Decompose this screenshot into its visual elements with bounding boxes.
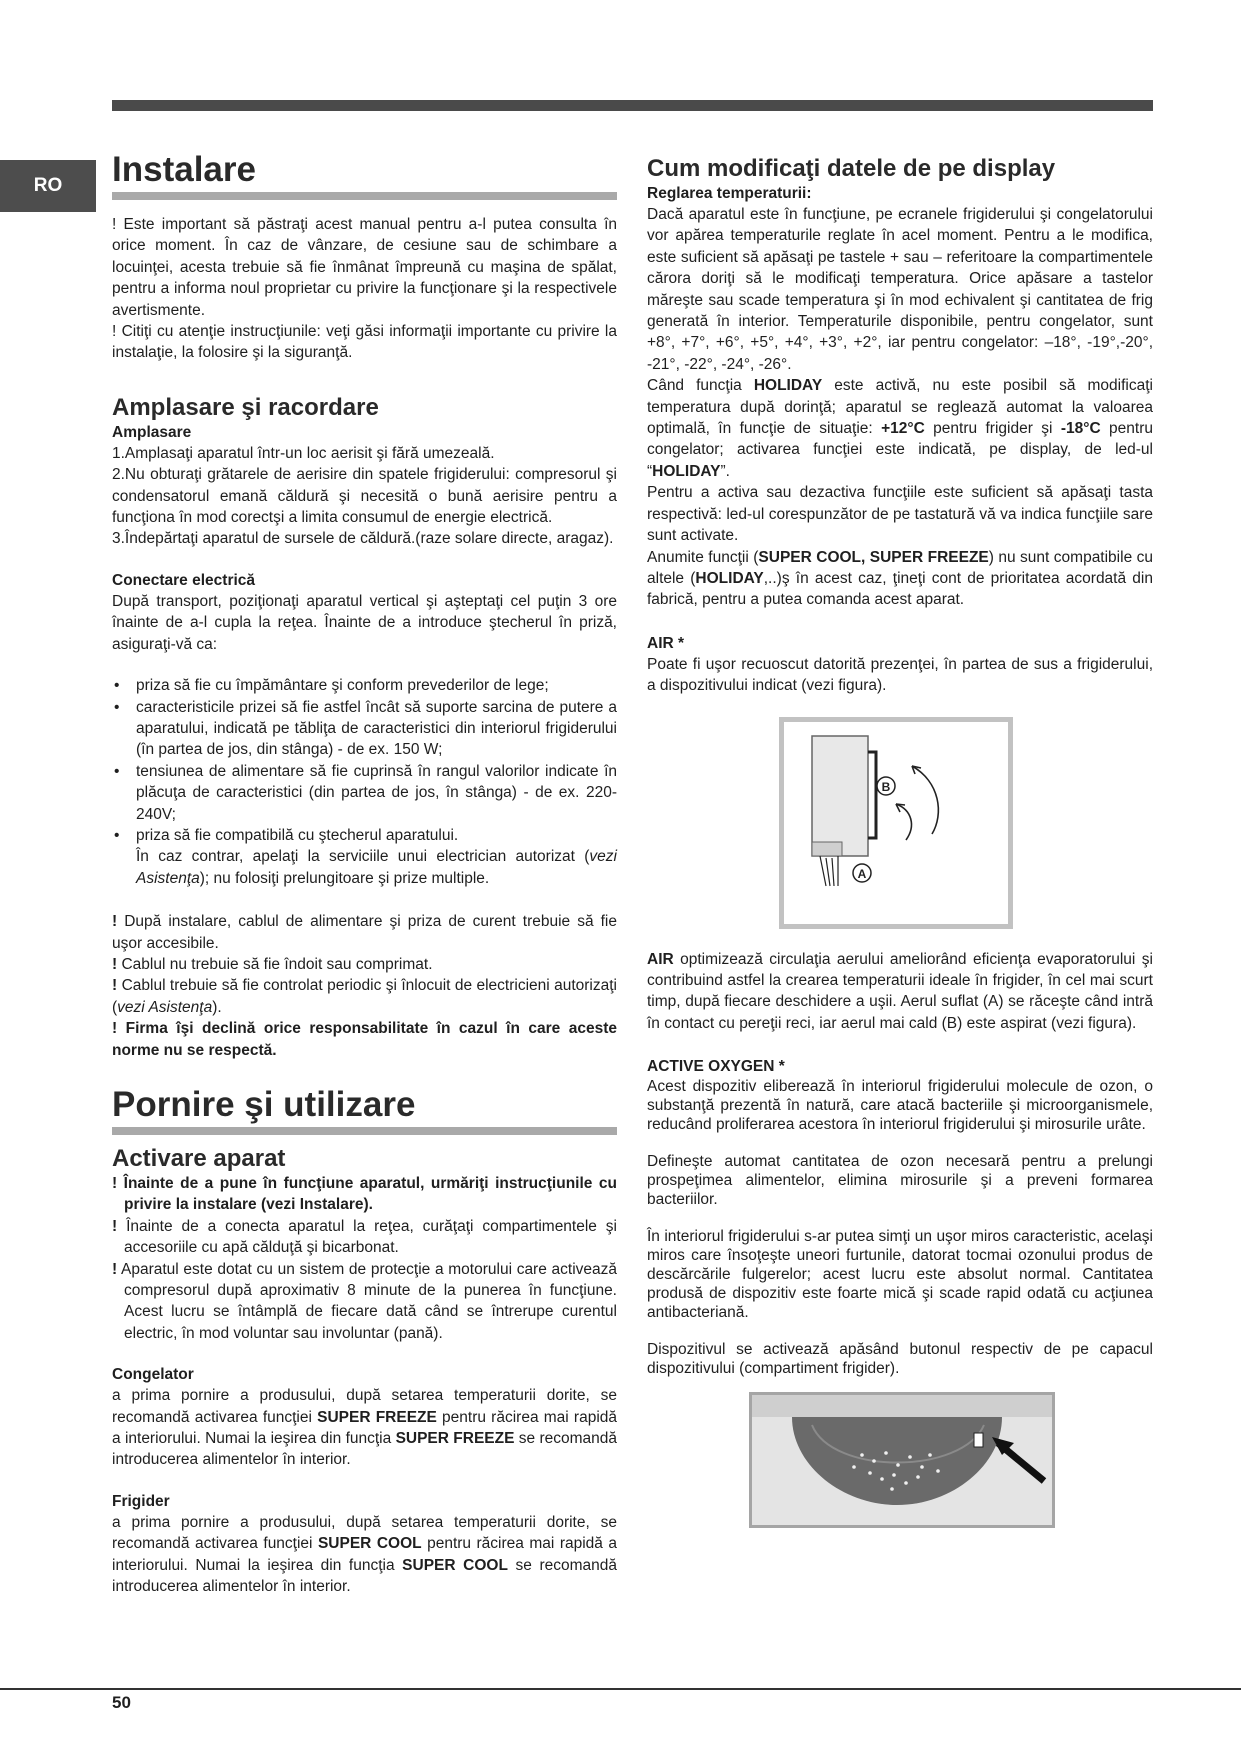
list-item-text: ); nu folosiţi prelungitoare şi prize multiple. xyxy=(199,869,490,887)
subheading-amplasare: Amplasare xyxy=(112,423,192,441)
list-item-text: • priza să fie compatibilă cu ştecherul aparatului. xyxy=(136,826,459,844)
oxygen-paragraph-4: Dispozitivul se activează apăsând butonul respectiv de pe capacul dispozitivului (compartiment frigider). xyxy=(647,1341,1153,1378)
text: pentru congelator; activarea funcţiei este indicată, pe display, de led-ul “ xyxy=(647,420,1153,480)
text: Anumite funcţii ( xyxy=(647,548,759,566)
amplasare-step-3: 3.Îndepărtaţi aparatul de sursele de căldură.(raze solare directe, aragaz). xyxy=(112,530,614,548)
subheading-frigider: Frigider xyxy=(112,1492,170,1510)
oxygen-device-illustration xyxy=(752,1395,1052,1525)
text: a prima pornire a produsului, după setarea temperaturii dorite, se recomandă activarea funcţiei xyxy=(112,1513,617,1553)
right-column xyxy=(647,155,1153,1528)
list-item: • caracteristicile prizei să fie astfel încât să suporte sarcina de putere a aparatului, indicată pe tăbliţa de caracteristici din interiorul frigiderului (în partea de jos, din stânga) - de ex. 150 W; xyxy=(112,697,617,761)
warning-text: Cablul trebuie să fie controlat periodic şi înlocuit de electricieni autorizaţi ( xyxy=(112,977,617,1016)
note-text: Înainte de a pune în funcţiune aparatul, urmăriţi instrucţiunile cu privire la instalare (vezi Instalare). xyxy=(123,1175,617,1214)
text: pentru răcirea mai rapidă a interiorului. Numai la ieşirea din funcţia xyxy=(112,1535,618,1574)
display-paragraph-2 xyxy=(647,375,1153,482)
reference-link-asistenta: vezi Asistenţa xyxy=(136,848,617,887)
warning-text: ). xyxy=(212,998,222,1016)
subheading-air: AIR * xyxy=(647,634,685,652)
warning-2: ! Cablul nu trebuie să fie îndoit sau comprimat. xyxy=(112,955,433,973)
subheading-conectare: Conectare electrică xyxy=(112,571,256,589)
figure-label-b: B xyxy=(881,779,891,794)
activare-note-3: ! Aparatul este dotat cu un sistem de protecţie a motorului care activează compresorul după aproximativ 8 minute de la punerea în funcţiune. Acest lucru se întâmplă de fiecare dată când se întrerupe curentul electric, în mod voluntar sau involuntar (pană). xyxy=(112,1260,617,1342)
section-title-instalare: Instalare xyxy=(112,150,617,200)
text: Când funcţia xyxy=(647,377,754,395)
conectare-list xyxy=(112,675,617,889)
text: pentru răcirea mai rapidă a interiorului. Numai la ieşirea din funcţia xyxy=(112,1408,617,1448)
oxygen-paragraph-2: Defineşte automat cantitatea de ozon necesară pentru a prelungi prospeţimea alimentelor, elimina mirosurile şi a preveni formarea bacteriilor. xyxy=(647,1153,1153,1209)
air-figure xyxy=(779,717,1013,929)
temperature-value: -18°C xyxy=(1060,420,1101,438)
function-name: HOLIDAY xyxy=(695,569,764,587)
figure-label-a: A xyxy=(857,866,867,881)
section-title-pornire: Pornire şi utilizare xyxy=(112,1085,617,1135)
function-name: HOLIDAY xyxy=(652,462,721,480)
function-name: SUPER COOL xyxy=(402,1556,508,1574)
temperature-value: +12°C xyxy=(881,420,925,438)
page-number: 50 xyxy=(112,1693,131,1712)
amplasare-step-1: 1.Amplasaţi aparatul într-un loc aerisit şi fără umezeală. xyxy=(112,444,495,462)
note-text: Aparatul este dotat cu un sistem de protecţie a motorului care activează compresorul după aproximativ 8 minute de la punerea în funcţiune. Acest lucru se întâmplă de fiecare dată când se întrerupe curentul electric, în mod voluntar sau involuntar (pană). xyxy=(121,1260,617,1342)
heading-amplasare-racordare: Amplasare şi racordare xyxy=(112,393,379,421)
display-paragraph-1: Dacă aparatul este în funcţiune, pe ecranele frigiderului şi congelatorului vor apărea temperaturile reglate în acel moment. Pentru a le modifica, este suficient să apăsaţi pe tastele + sau – referitoare la compartimentele cărora doriţi să le modificaţi temperatura. Orice apăsare a tastelor măreşte sau scade temperatura şi în mod echivalent şi cantitatea de frig generată în interior. Temperaturile disponibile, pentru congelator, sunt +8°, +7°, +6°, +5°, +4°, +3°, +2°, iar pentru congelator: –18°, -19°,-20°, -21°, -22°, -24°, -26°. xyxy=(647,206,1153,373)
air-paragraph-2 xyxy=(647,949,1153,1035)
reference-link-asistenta: vezi Asistenţa xyxy=(117,998,213,1016)
subheading-active-oxygen: ACTIVE OXYGEN * xyxy=(647,1058,785,1076)
conectare-intro: După transport, poziţionaţi aparatul vertical şi aşteptaţi cel puţin 3 ore înainte de a-l cupla la reţea. Înainte de a introduce ştecherul în priză, asiguraţi-vă ca: xyxy=(112,592,617,653)
active-oxygen-figure xyxy=(749,1392,1055,1528)
warning-text: ! Firma îşi declină orice responsabilitate în cazul în care aceste norme nu se respectă. xyxy=(112,1020,617,1059)
language-tab: RO xyxy=(0,160,96,212)
function-name: SUPER FREEZE xyxy=(395,1430,515,1448)
activare-note-2: ! Înainte de a conecta aparatul la reţea, curăţaţi compartimentele şi accesoriile cu apă călduţă şi bicarbonat. xyxy=(112,1217,617,1257)
congelator-paragraph xyxy=(112,1385,617,1471)
function-name: SUPER COOL, SUPER FREEZE xyxy=(758,548,989,566)
text: se recomandă introducerea alimentelor în interior. xyxy=(112,1430,617,1469)
function-name: HOLIDAY xyxy=(753,377,823,395)
text: optimizează circulaţia aerului ameliorând eficienţa evaporatorului şi contribuind astfel la crearea temperaturii ideale în frigider, în cel mai scurt timp, după fiecare deschidere a uşii. Aerul suflat (A) se răceşte când intră în contact cu pereţii reci, iar aerul mai cald (B) este aspirat (vezi figura). xyxy=(647,950,1153,1032)
instalare-paragraph-1: ! Este important să păstraţi acest manual pentru a-l putea consulta în orice moment. În caz de vânzare, de cesiune sau de schimbare a locuinţei, acesta trebuie să fie înmânat împreună cu maşina de spălat, pentru a informa noul proprietar cu privire la funcţionare şi la respectivele avertismente. xyxy=(112,216,617,319)
note-text: Înainte de a conecta aparatul la reţea, curăţaţi compartimentele şi accesoriile cu apă călduţă şi bicarbonat. xyxy=(124,1217,617,1257)
list-item-text: În caz contrar, apelaţi la serviciile unui electrician autorizat ( xyxy=(136,848,590,866)
oxygen-paragraph-3: În interiorul frigiderului s-ar putea simţi un uşor miros caracteristic, acelaşi miros care însoţeşte uneori furtunile, datorat tocmai ozonului produs de descărcările fulgerelor; acest lucru este absolut normal. Cantitatea produsă de dispozitiv este foarte mică şi scade rapid odată cu acţiunea antibacteriană. xyxy=(647,1228,1153,1322)
display-paragraph-4 xyxy=(647,547,1153,611)
oxygen-paragraph-1: Acest dispozitiv eliberează în interiorul frigiderului molecule de ozon, o substanţă prezentă în natură, care atacă bacteriile şi microorganismele, reducând proliferarea acestora în interiorul frigiderului şi mirosurile urâte. xyxy=(647,1078,1153,1134)
text: este activă, nu este posibil să modificaţi temperatura după dorinţă; aparatul se reglează automat la valoarea optimală, în funcţie de situaţie: xyxy=(647,377,1153,438)
display-paragraph-3: Pentru a activa sau dezactiva funcţiile este suficient să apăsaţi tasta respectivă: led-ul corespunzător de pe tastatură vă va indica funcţiile sare sunt activate. xyxy=(647,484,1153,545)
activare-note-1: ! Înainte de a pune în funcţiune aparatul, urmăriţi instrucţiunile cu privire la instalare (vezi Instalare). xyxy=(112,1175,617,1214)
instalare-paragraph-2: ! Citiţi cu atenţie instrucţiunile: veţi găsi informaţii importante cu privire la instalaţie, la folosire şi la siguranţă. xyxy=(112,323,617,362)
warning-3: ! Cablul trebuie să fie controlat periodic şi înlocuit de electricieni autorizaţi (vezi Asistenţa). xyxy=(112,977,617,1016)
header-bar xyxy=(112,100,1153,111)
left-column xyxy=(112,150,617,1598)
warning-1: ! După instalare, cablul de alimentare şi priza de curent trebuie să fie uşor accesibile. xyxy=(112,913,617,952)
list-item: • tensiunea de alimentare să fie cuprinsă în rangul valorilor indicate în plăcuţa de caracteristici (din partea de jos, în stânga) - de ex. 220-240V; xyxy=(112,761,617,825)
warning-4 xyxy=(112,1018,617,1061)
text: ) nu sunt compatibile cu altele ( xyxy=(647,548,1153,587)
text: pentru frigider şi xyxy=(924,420,1061,438)
text: se recomandă introducerea alimentelor în interior. xyxy=(112,1556,617,1596)
function-name: SUPER FREEZE xyxy=(317,1408,437,1426)
function-name: AIR xyxy=(647,950,674,968)
list-item xyxy=(112,825,617,889)
warning-text: După instalare, cablul de alimentare şi priza de curent trebuie să fie uşor accesibile. xyxy=(112,913,617,952)
heading-activare-aparat: Activare aparat xyxy=(112,1145,286,1172)
air-device-illustration xyxy=(784,722,1008,924)
subheading-reglarea: Reglarea temperaturii: xyxy=(647,185,812,202)
subheading-congelator: Congelator xyxy=(112,1366,194,1384)
text: ”. xyxy=(720,462,730,480)
list-item: • priza să fie cu împământare şi conform prevederilor de lege; xyxy=(112,675,617,696)
text: a prima pornire a produsului, după setarea temperaturii dorite, se recomandă activarea funcţiei xyxy=(112,1387,617,1426)
warning-text: Cablul nu trebuie să fie îndoit sau comprimat. xyxy=(121,955,433,973)
frigider-paragraph xyxy=(112,1512,617,1598)
text: ,..)ş în acest caz, ţineţi cont de prioritatea acordată din fabrică, pentru a putea comanda acest aparat. xyxy=(647,569,1153,609)
amplasare-step-2: 2.Nu obturaţi grătarele de aerisire din spatele frigiderului: compresorul şi condensatorul emană căldură şi necesită o bună aerisire pentru a funcţiona în mod corectşi a limita consumul de energie electrică. xyxy=(112,466,617,527)
heading-display: Cum modificaţi datele de pe display xyxy=(647,155,1056,182)
air-paragraph-1: Poate fi uşor recuoscut datorită prezenţei, în partea de sus a frigiderului, a dispozitivului indicat (vezi figura). xyxy=(647,655,1153,695)
function-name: SUPER COOL xyxy=(317,1535,422,1553)
footer-rule xyxy=(0,1688,1241,1690)
